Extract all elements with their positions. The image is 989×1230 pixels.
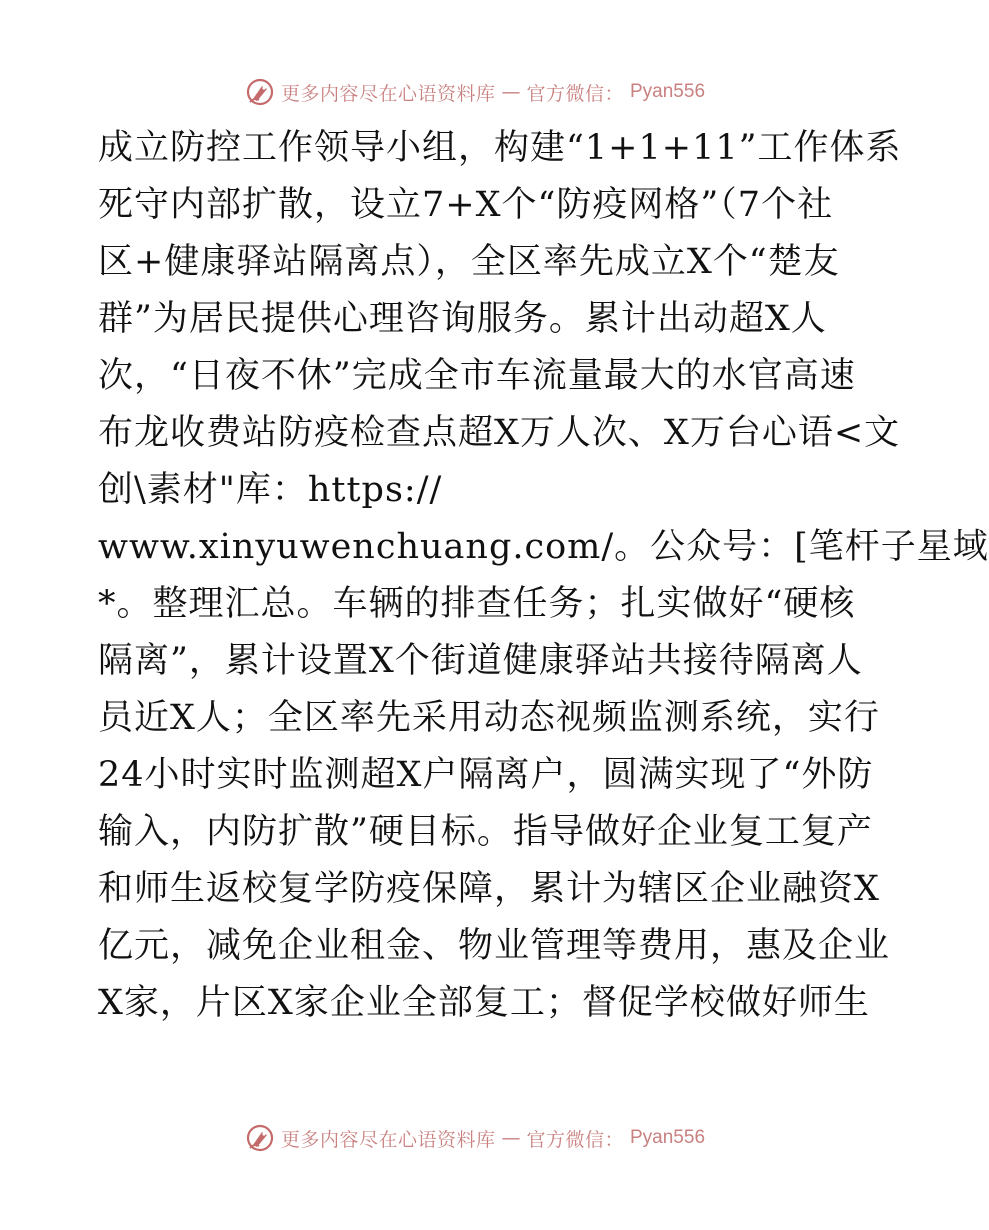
watermark-separator: — [501,81,521,103]
body-line: 群”为居民提供心理咨询服务。累计出动超X人 [98,299,827,339]
body-line: *。整理汇总。车辆的排查任务；扎实做好“硬核 [98,584,856,624]
body-line: 创\素材"库：https:// [98,470,443,510]
body-line: 输入，内防扩散”硬目标。指导做好企业复工复产 [98,812,873,852]
body-line: 成立防控工作领导小组，构建“1+1+11”工作体系 [98,128,902,168]
watermark-wechat-id: Pyan556 [630,81,706,102]
body-line: 区+健康驿站隔离点），全区率先成立X个“楚友 [98,242,840,282]
pen-nib-logo-icon [245,1123,275,1153]
body-line: X家，片区X家企业全部复工；督促学校做好师生 [98,983,870,1023]
watermark-brand: 更多内容尽在心语资料库 [280,82,496,105]
body-line: 布龙收费站防疫检查点超X万人次、X万台心语<文 [98,413,901,453]
document-body [98,120,989,1032]
body-line: 24小时实时监测超X户隔离户，圆满实现了“外防 [98,755,874,795]
watermark-brand: 更多内容尽在心语资料库 [280,1128,496,1151]
watermark-separator: — [501,1127,521,1149]
body-line: www.xinyuwenchuang.com/。公众号：[笔杆子星域 [98,527,989,567]
pen-nib-logo-icon [245,77,275,107]
body-line: 死守内部扩散，设立7+X个“防疫网格”（7个社 [98,185,834,225]
watermark-wechat-id: Pyan556 [630,1127,706,1148]
body-line: 员近X人；全区率先采用动态视频监测系统，实行 [98,698,880,738]
body-line: 次，“日夜不休”完成全市车流量最大的水官高速 [98,356,856,396]
watermark-wechat-label: 官方微信： [526,82,624,105]
body-line: 和师生返校复学防疫保障，累计为辖区企业融资X [98,869,880,909]
body-line: 隔离”，累计设置X个街道健康驿站共接待隔离人 [98,641,863,681]
page-footer-watermark [0,1118,950,1158]
watermark-wechat-label: 官方微信： [526,1128,624,1151]
body-line: 亿元，减免企业租金、物业管理等费用，惠及企业 [98,926,891,966]
page-header-watermark [0,72,950,112]
